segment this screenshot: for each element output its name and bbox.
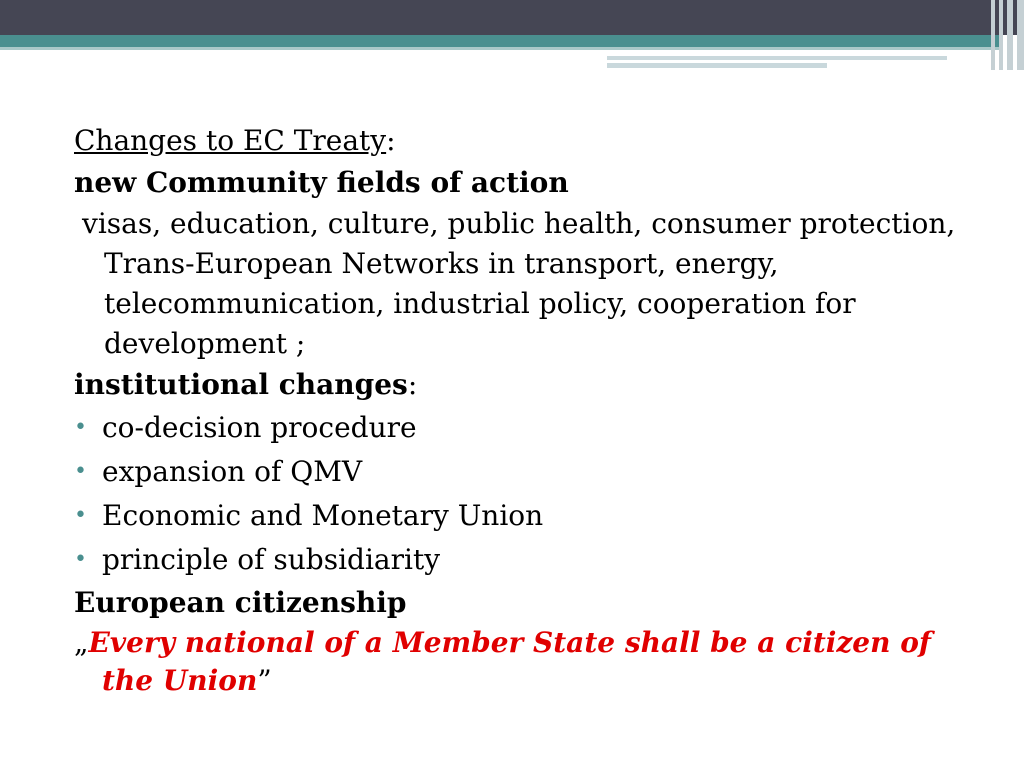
bullet-text: principle of subsidiarity [102,543,441,576]
bullet-text: Economic and Monetary Union [102,499,544,532]
quote-open: „ [74,626,89,659]
citizenship-quote [74,624,974,700]
heading-colon: : [386,124,396,157]
institutional-title: institutional changes [74,368,408,401]
bullet-text: co-decision procedure [102,411,417,444]
header-accent-band [0,35,1000,47]
bullet-item [74,494,974,538]
bullet-item [74,450,974,494]
quote-text: Every national of a Member State shall be a citizen of the Union [88,626,931,697]
bullet-icon: • [74,415,87,440]
citizenship-title: European citizenship [74,586,407,619]
decorative-bar [1017,0,1024,70]
heading-line [74,120,974,162]
bullet-item [74,538,974,582]
heading: Changes to EC Treaty [74,124,387,157]
bullet-icon: • [74,459,87,484]
institutional-colon: : [407,368,418,401]
decorative-bar [991,0,995,70]
bullet-item [74,406,974,450]
institutional-line [74,364,974,406]
bullet-icon: • [74,503,87,528]
decorative-line [607,56,947,60]
fields-paragraph: visas, education, culture, public health, consumer protection, Trans-European Networks in transport, energy, telecommunication, industrial policy, cooperation for development ; [82,207,956,360]
decorative-bar [999,0,1003,70]
decorative-bar [1007,0,1013,70]
header-accent-line [0,47,1000,50]
new-fields-title: new Community fields of action [74,166,569,199]
decorative-line [607,63,827,68]
header-bar [0,0,1024,35]
bullet-icon: • [74,547,87,572]
slide-content [74,120,974,700]
bullet-text: expansion of QMV [102,455,363,488]
quote-close: ” [257,664,272,697]
